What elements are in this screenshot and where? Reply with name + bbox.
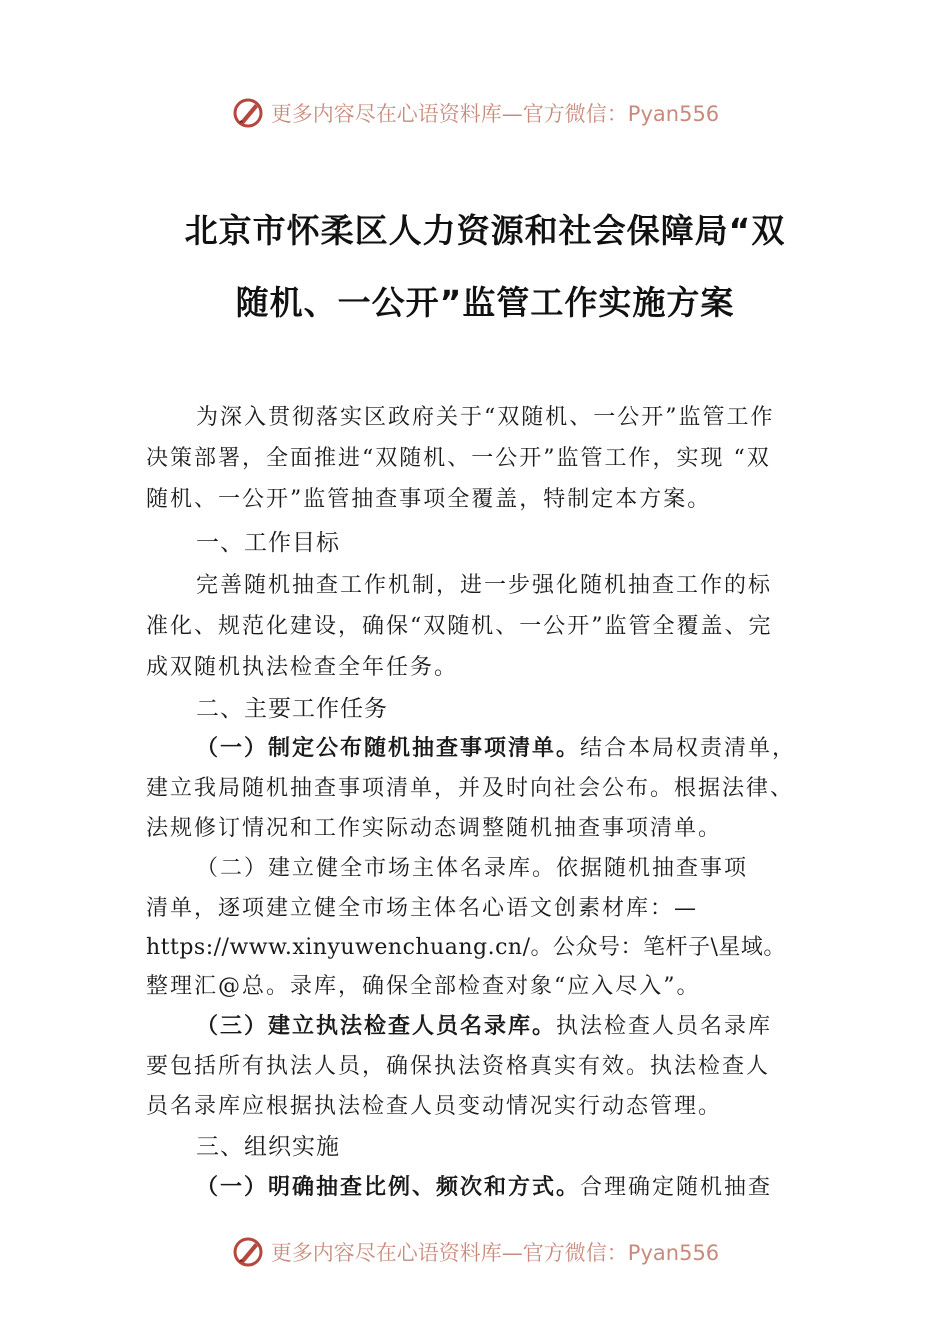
watermark-text: 更多内容尽在心语资料库—官方微信：Pyan556 — [270, 102, 720, 126]
document-title-line2: 随机、一公开”监管工作实施方案 — [235, 283, 735, 322]
pen-circle-logo-icon — [231, 96, 265, 130]
goals-line-3: 成双随机执法检查全年任务。 — [146, 655, 459, 680]
goals-line-2: 准化、规范化建设，确保“双随机、一公开”监管全覆盖、完 — [146, 614, 773, 639]
task2-line-1: （二）建立健全市场主体名录库。依据随机抽查事项 — [196, 856, 749, 881]
task3-line-1 — [196, 1009, 772, 1040]
intro-line-2: 决策部署，全面推进“双随机、一公开”监管工作，实现 “双 — [146, 446, 771, 471]
intro-line-1: 为深入贯彻落实区政府关于“双随机、一公开”监管工作 — [196, 405, 775, 430]
task1-line1-rest: 结合本局权责清单， — [580, 736, 797, 761]
impl1-title: （一）明确抽查比例、频次和方式。 — [196, 1174, 581, 1200]
pen-circle-logo-icon — [231, 1235, 265, 1269]
impl1-line1-rest: 合理确定随机抽查 — [580, 1175, 773, 1200]
impl1-line-1 — [196, 1170, 772, 1201]
task2-line-2: 清单，逐项建立健全市场主体名心语文创素材库：— — [146, 896, 699, 921]
task1-line-2: 建立我局随机抽查事项清单，并及时向社会公布。根据法律、 — [146, 776, 795, 801]
task1-title: （一）制定公布随机抽查事项清单。 — [196, 735, 581, 761]
task3-line1-rest: 执法检查人员名录库 — [556, 1014, 773, 1039]
watermark-banner-bottom — [0, 1232, 950, 1272]
goals-line-1: 完善随机抽查工作机制，进一步强化随机抽查工作的标 — [196, 573, 773, 598]
task1-line-3: 法规修订情况和工作实际动态调整随机抽查事项清单。 — [146, 816, 723, 841]
watermark-banner-top — [0, 93, 950, 133]
section-heading-implementation: 三、组织实施 — [196, 1134, 340, 1160]
task3-line-3: 员名录库应根据执法检查人员变动情况实行动态管理。 — [146, 1094, 723, 1119]
task1-line-1 — [196, 731, 796, 762]
intro-line-3: 随机、一公开”监管抽查事项全覆盖，特制定本方案。 — [146, 487, 712, 512]
document-title-line1: 北京市怀柔区人力资源和社会保障局“双 — [184, 211, 786, 250]
section-heading-goals: 一、工作目标 — [196, 530, 340, 556]
task3-title: （三）建立执法检查人员名录库。 — [196, 1013, 557, 1039]
task2-line-4: 整理汇@总。录库，确保全部检查对象“应入尽入”。 — [146, 974, 701, 999]
task2-line-3: https://www.xinyuwenchuang.cn/。公众号：笔杆子\星域。 — [146, 935, 786, 960]
watermark-text: 更多内容尽在心语资料库—官方微信：Pyan556 — [270, 1241, 720, 1265]
section-heading-tasks: 二、主要工作任务 — [196, 696, 388, 722]
task3-line-2: 要包括所有执法人员，确保执法资格真实有效。执法检查人 — [146, 1054, 771, 1079]
